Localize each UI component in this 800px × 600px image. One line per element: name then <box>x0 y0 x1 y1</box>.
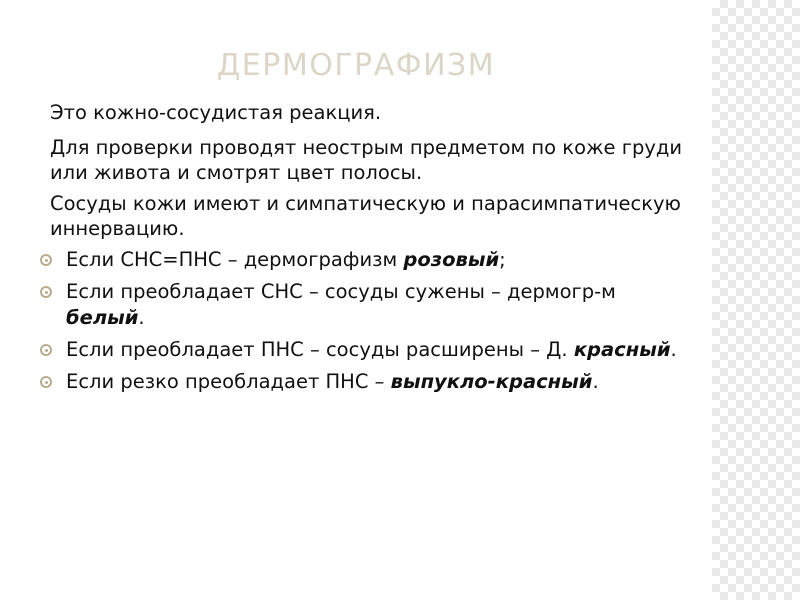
slide-body <box>32 100 692 401</box>
list-item <box>32 337 692 363</box>
paragraph-3: Сосуды кожи имеют и симпатическую и парасимпатическую иннервацию. <box>50 192 681 240</box>
paragraph-1: Это кожно-сосудистая реакция. <box>50 101 382 124</box>
paragraph-2: Для проверки проводят неострым предметом по коже груди или живота и смотрят цвет полосы. <box>50 136 683 184</box>
bullet-text-emphasis: красный <box>573 338 671 361</box>
bullet-text-pre: Если резко преобладает ПНС – <box>66 370 391 393</box>
bullet-circle-icon <box>40 286 52 298</box>
bullet-text-pre: Если преобладает ПНС – сосуды расширены – Д. <box>66 338 574 361</box>
bullet-text-post: . <box>138 306 145 329</box>
list-item <box>32 279 692 331</box>
list-item <box>32 247 692 273</box>
bullet-circle-icon <box>40 254 52 266</box>
bullet-text-emphasis: розовый <box>403 248 500 271</box>
bullet-list <box>32 247 692 395</box>
bullet-circle-icon <box>40 344 52 356</box>
list-item <box>32 369 692 395</box>
bullet-text-pre: Если преобладает СНС – сосуды сужены – дермогр-м <box>66 280 616 303</box>
bullet-text-post: . <box>592 370 599 393</box>
bullet-text-post: ; <box>499 248 506 271</box>
bullet-text-post: . <box>670 338 677 361</box>
slide-title: ДЕРМОГРАФИЗМ <box>216 48 496 83</box>
decorative-checker-band <box>712 0 800 600</box>
bullet-text-emphasis: белый <box>66 306 139 329</box>
bullet-text-pre: Если СНС=ПНС – дермографизм <box>66 248 404 271</box>
bullet-circle-icon <box>40 376 52 388</box>
bullet-text-emphasis: выпукло-красный <box>390 370 593 393</box>
